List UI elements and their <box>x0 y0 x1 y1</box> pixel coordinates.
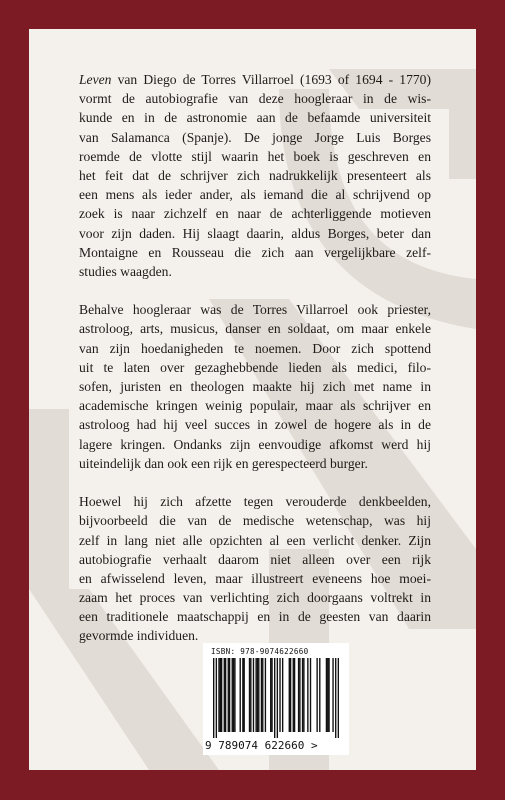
paragraph-3 <box>79 492 431 646</box>
text-line: van zijn hoedanigheden te noemen. Door zich spottend <box>79 340 431 356</box>
paragraph-1 <box>79 70 431 281</box>
barcode-bar <box>257 658 258 732</box>
text-line: Montaigne en Rousseau die zich aan vergelijkbare zelf- <box>79 244 431 260</box>
isbn-barcode <box>203 643 349 755</box>
barcode-bar <box>232 658 233 732</box>
cover-page <box>29 29 476 770</box>
text-line: een mens als ieder ander, als iemand die al schrijvend op <box>79 187 431 203</box>
barcode-bar <box>262 658 263 732</box>
barcode-bar <box>229 658 230 732</box>
text-line: Hoewel hij zich afzette tegen verouderde denkbeelden, <box>79 494 431 510</box>
text-line: uiteindelijk dan ook een rijk en gerespecteerd burger. <box>79 455 368 471</box>
barcode-bar <box>220 658 221 732</box>
barcode-bar <box>326 658 327 732</box>
barcode-bar <box>249 658 250 732</box>
text-line: gevormde individuen. <box>79 628 199 644</box>
barcode-bar <box>293 658 294 732</box>
barcode-bar <box>271 658 272 732</box>
barcode-bars <box>213 658 339 738</box>
barcode-bar <box>316 658 317 732</box>
text-line: het feit dat de schrijver zich nadrukkelijk presenteert als <box>79 167 431 183</box>
barcode-bar <box>242 658 243 732</box>
barcode-digits: 9 789074 622660 > <box>205 739 318 752</box>
barcode-bar <box>279 658 280 732</box>
text-line: sofen, juristen en theologen maakte hij zich met name in <box>79 379 431 394</box>
barcode-bar <box>250 658 251 732</box>
paragraph-2 <box>79 300 431 473</box>
barcode-bar <box>302 658 303 732</box>
barcode-bar <box>225 658 226 732</box>
text-line: vormt de autobiografie van deze hoogleraar in de wis- <box>79 91 431 107</box>
text-line: bijvoorbeeld die van de medische wetenschap, was hij <box>79 513 431 529</box>
barcode-bar <box>289 658 290 732</box>
barcode-bar <box>328 658 329 732</box>
barcode-bar <box>218 658 219 732</box>
barcode-bar <box>277 658 278 738</box>
barcode-bar <box>335 658 336 738</box>
barcode-bar <box>319 658 320 732</box>
text-line: van Salamanca (Spanje). De jonge Jorge Luis Borges <box>79 129 431 145</box>
barcode-bar <box>274 658 275 738</box>
text-line: astroloog had hij veel succes in zowel de hogere als in de <box>79 417 431 433</box>
barcode-bar <box>298 658 299 732</box>
text-line: kunde en in de astronomie aan de befaamde universiteit <box>79 110 431 126</box>
text-line: studies waagden. <box>79 263 172 279</box>
barcode-bar <box>240 658 241 732</box>
watermark-stroke-left <box>29 409 69 589</box>
barcode-bar <box>221 658 222 732</box>
barcode-bar <box>244 658 245 732</box>
text-line: en afwisselend leven, maar illustreert eveneens hoe moei- <box>79 570 431 586</box>
barcode-bar <box>270 658 271 732</box>
text-line: academische kringen weinig populair, maar als schrijver en <box>79 398 431 414</box>
text-line: autobiografie verhaalt daarom niet alleen over een rijk <box>79 551 431 567</box>
text-line: Behalve hoogleraar was de Torres Villarroel ook priester, <box>79 302 431 318</box>
barcode-bar <box>310 658 311 732</box>
barcode-bar <box>224 658 225 732</box>
barcode-bar <box>307 658 308 732</box>
barcode-bar <box>213 658 214 738</box>
barcode-bar <box>294 658 295 732</box>
barcode-bar <box>234 658 235 732</box>
barcode-bar <box>299 658 300 732</box>
barcode-bar <box>261 658 262 732</box>
barcode-bar <box>253 658 254 732</box>
barcode-bar <box>216 658 217 738</box>
barcode-bar <box>265 658 266 732</box>
barcode-bar <box>290 658 291 732</box>
text-line: voor zijn daden. Hij slaagt daarin, aldus Borges, beter dan <box>79 225 431 241</box>
text-line: lagere kringen. Ondanks zijn eenvoudige afkomst werd hij <box>79 436 431 452</box>
barcode-bar <box>255 658 256 732</box>
barcode-bar <box>332 658 333 732</box>
text-line: uit te laten over gezaghebbende lieden als medici, filo- <box>79 359 431 375</box>
isbn-label: ISBN: 978-9074622660 <box>211 647 309 656</box>
barcode-bar <box>233 658 234 732</box>
text-line: een traditionele maatschappij en in de geesten van daarin <box>79 609 431 625</box>
text-line: zelf in lang niet alle opzichten al een verlicht denker. Zijn <box>79 532 431 548</box>
book-title: Leven <box>79 72 112 87</box>
text-line: roemde de vlotte stijl waarin het boek is geschreven en <box>79 148 431 164</box>
barcode-bar <box>258 658 259 732</box>
barcode-bar <box>228 658 229 732</box>
text-line: Leven van Diego de Torres Villarroel (1693 of 1694 - 1770) <box>79 72 431 87</box>
barcode-bar <box>282 658 283 732</box>
description-text <box>79 70 431 646</box>
text-line: zaam het proces van verlichting zich doorgaans voltrekt in <box>79 590 431 606</box>
text-line: zoek is naar zichzelf en naar de achterliggende motieven <box>79 206 431 222</box>
barcode-bar <box>338 658 339 738</box>
text-line: astroloog, arts, musicus, danser en soldaat, om maar enkele <box>79 321 431 337</box>
barcode-bar <box>303 658 304 732</box>
barcode-bar <box>327 658 328 732</box>
